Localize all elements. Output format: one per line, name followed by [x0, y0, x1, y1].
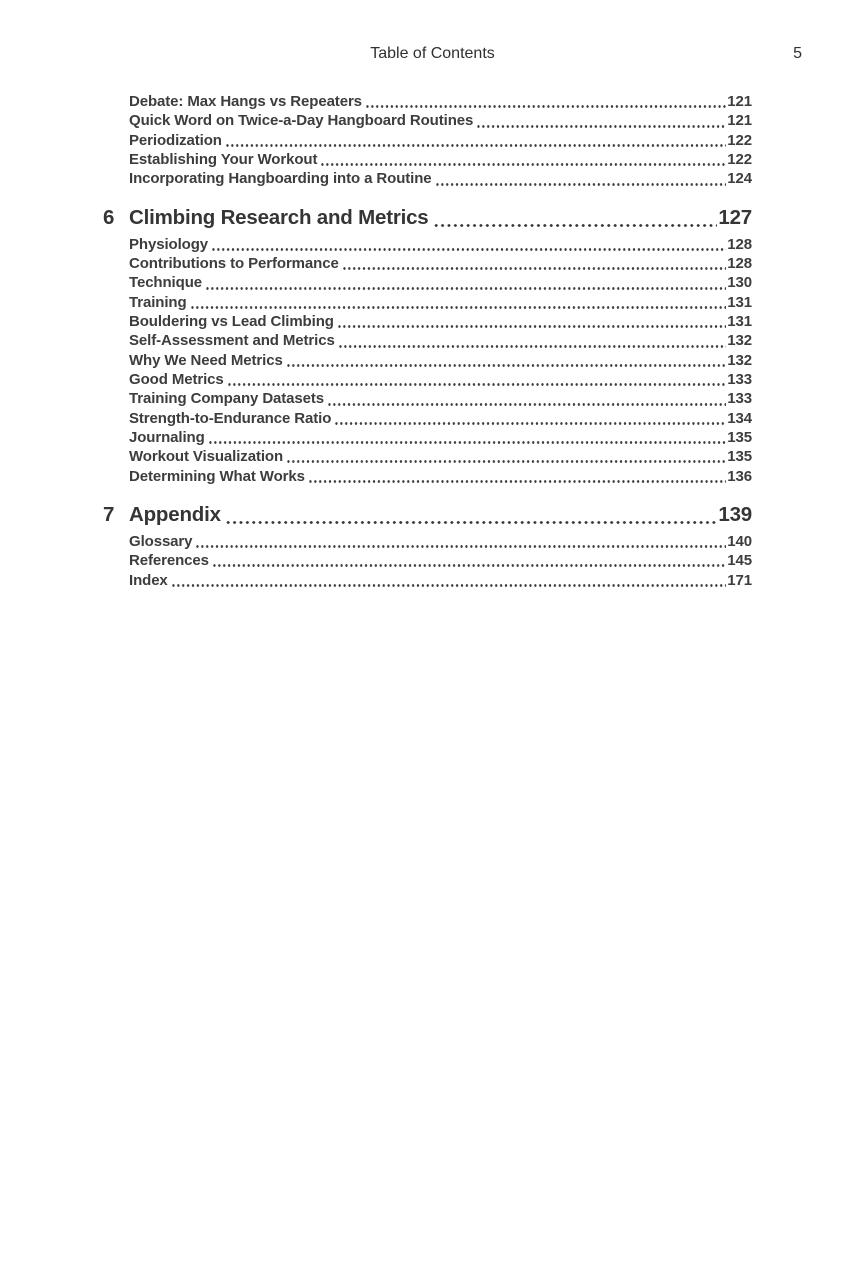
- dot-leader: [338, 331, 727, 350]
- toc-entry-page: 131: [727, 293, 752, 311]
- dot-leader: [308, 467, 726, 486]
- toc-entry-label: Determining What Works: [129, 467, 305, 485]
- toc-entry-page: 135: [727, 448, 752, 466]
- dot-leader: [365, 92, 726, 111]
- chapter-page: 127: [718, 205, 752, 229]
- toc-entry: [103, 370, 752, 389]
- toc-entry: [103, 131, 752, 150]
- chapter-page: 139: [718, 502, 752, 526]
- toc-chapters: [103, 203, 752, 590]
- toc-entry-page: 132: [727, 351, 752, 369]
- toc-entry: [103, 92, 752, 111]
- toc-entry-label: Index: [129, 571, 168, 589]
- toc-entry-page: 124: [727, 170, 752, 188]
- toc-entry: [103, 551, 752, 570]
- dot-leader: [195, 532, 726, 551]
- toc-entry-page: 140: [727, 532, 752, 550]
- page-header: [0, 44, 865, 64]
- header-page-number: 5: [793, 45, 802, 62]
- toc-entry: [103, 331, 752, 350]
- toc-entry-page: 133: [727, 370, 752, 388]
- chapter-entries: [103, 532, 752, 590]
- toc-entry: [103, 447, 752, 466]
- dot-leader: [190, 293, 727, 312]
- chapter-entries: [103, 235, 752, 486]
- toc-page: [0, 44, 865, 1280]
- toc-entry-label: Workout Visualization: [129, 448, 284, 466]
- toc-entry-page: 128: [727, 254, 752, 272]
- chapter-heading: [103, 500, 752, 529]
- toc-entry: [103, 150, 752, 169]
- toc-entry-label: Training: [129, 293, 187, 311]
- toc-entry-page: 131: [727, 312, 752, 330]
- toc-entry: [103, 312, 752, 331]
- toc-entry-page: 130: [727, 274, 752, 292]
- toc-entry: [103, 409, 752, 428]
- chapter-heading: [103, 203, 752, 232]
- chapter-title: Appendix: [129, 502, 221, 526]
- dot-leader: [334, 409, 726, 428]
- toc-entry-label: Self-Assessment and Metrics: [129, 332, 335, 350]
- toc-chapter: [103, 500, 752, 590]
- toc-entry-label: Establishing Your Workout: [129, 150, 318, 168]
- toc-entry-label: Technique: [129, 274, 202, 292]
- toc-entry-label: Physiology: [129, 235, 209, 253]
- toc-entry-label: Contributions to Performance: [129, 254, 339, 272]
- toc-entry-page: 145: [727, 552, 752, 570]
- dot-leader: [433, 203, 718, 232]
- toc-entry: [103, 351, 752, 370]
- toc-entry: [103, 467, 752, 486]
- dot-leader: [171, 571, 727, 590]
- toc-entry: [103, 111, 752, 130]
- chapter-number: 6: [103, 205, 115, 229]
- toc-entry-label: Glossary: [129, 532, 193, 550]
- toc-entry: [103, 389, 752, 408]
- toc-entry-page: 122: [727, 150, 752, 168]
- toc-content: [103, 92, 752, 590]
- toc-entry-page: 171: [727, 571, 752, 589]
- toc-continued-entries: [103, 92, 752, 189]
- toc-entry: [103, 571, 752, 590]
- toc-entry-label: References: [129, 552, 209, 570]
- dot-leader: [320, 150, 726, 169]
- toc-entry-page: 128: [727, 235, 752, 253]
- dot-leader: [337, 312, 726, 331]
- dot-leader: [476, 111, 726, 130]
- toc-entry: [103, 293, 752, 312]
- page-title: Table of Contents: [370, 45, 495, 62]
- toc-entry-page: 135: [727, 428, 752, 446]
- toc-entry-label: Why We Need Metrics: [129, 351, 283, 369]
- toc-entry-page: 121: [727, 93, 752, 110]
- toc-chapter: [103, 203, 752, 486]
- toc-entry-label: Quick Word on Twice-a-Day Hangboard Routines: [129, 112, 474, 130]
- chapter-title: Climbing Research and Metrics: [129, 205, 429, 229]
- dot-leader: [286, 351, 727, 370]
- toc-entry-label: Bouldering vs Lead Climbing: [129, 312, 334, 330]
- chapter-number: 7: [103, 502, 115, 526]
- toc-entry-page: 136: [727, 467, 752, 485]
- dot-leader: [227, 370, 727, 389]
- dot-leader: [342, 254, 727, 273]
- toc-entry-label: Strength-to-Endurance Ratio: [129, 409, 332, 427]
- dot-leader: [435, 169, 727, 188]
- toc-entry-label: Good Metrics: [129, 370, 224, 388]
- toc-entry: [103, 428, 752, 447]
- toc-entry-page: 133: [727, 390, 752, 408]
- toc-entry-page: 132: [727, 332, 752, 350]
- dot-leader: [211, 235, 726, 254]
- dot-leader: [225, 131, 726, 150]
- toc-entry-page: 134: [727, 409, 752, 427]
- toc-entry: [103, 235, 752, 254]
- dot-leader: [327, 389, 726, 408]
- toc-entry: [103, 532, 752, 551]
- toc-entry-label: Periodization: [129, 131, 222, 149]
- toc-entry-page: 122: [727, 131, 752, 149]
- toc-entry-label: Journaling: [129, 428, 205, 446]
- dot-leader: [208, 428, 727, 447]
- toc-entry: [103, 254, 752, 273]
- dot-leader: [225, 500, 718, 529]
- dot-leader: [212, 551, 726, 570]
- dot-leader: [205, 273, 726, 292]
- toc-entry: [103, 273, 752, 292]
- toc-entry-label: Incorporating Hangboarding into a Routine: [129, 170, 432, 188]
- toc-entry-label: Debate: Max Hangs vs Repeaters: [129, 93, 362, 110]
- dot-leader: [286, 447, 726, 466]
- toc-entry-page: 121: [727, 112, 752, 130]
- toc-entry-label: Training Company Datasets: [129, 390, 325, 408]
- toc-entry: [103, 169, 752, 188]
